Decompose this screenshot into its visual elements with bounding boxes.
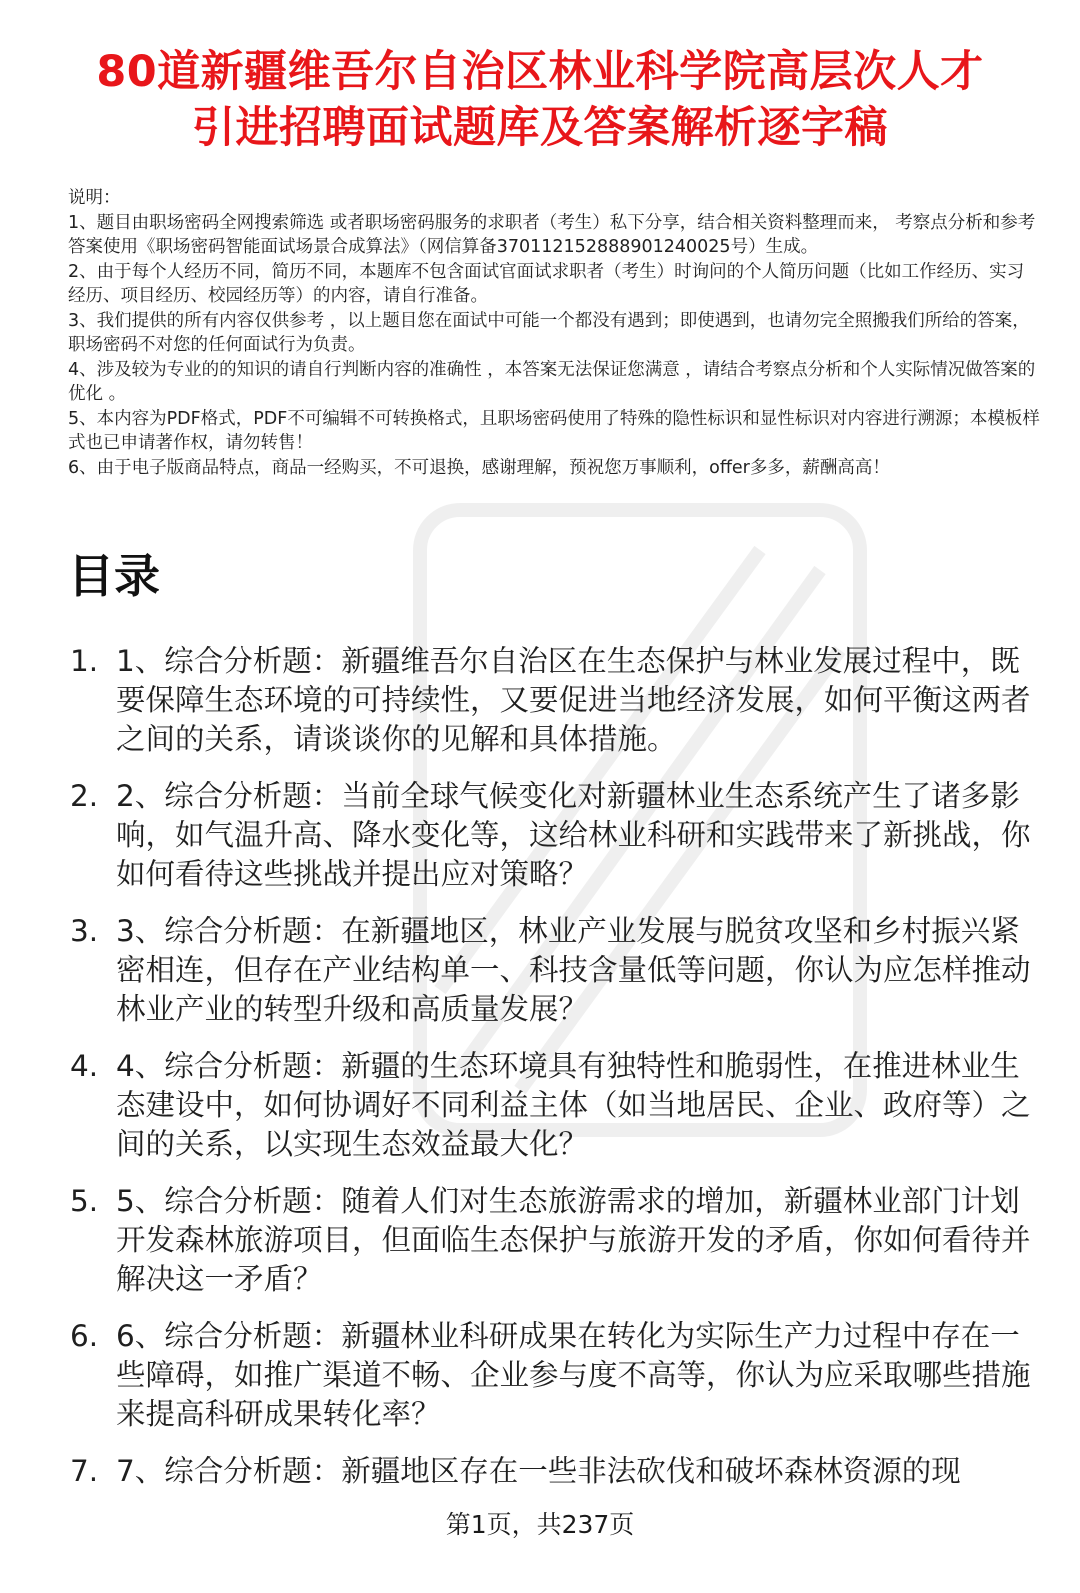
toc-item-text: 5、综合分析题：随着人们对生态旅游需求的增加，新疆林业部门计划开发森林旅游项目，但面临生态保护与旅游开发的矛盾，你如何看待并解决这一矛盾？ xyxy=(116,1184,1031,1296)
instruction-item: 3、我们提供的所有内容仅供参考 ，以上题目您在面试中可能一个都没有遇到；即使遇到，也请勿完全照搬我们所给的答案，职场密码不对您的任何面试行为负责。 xyxy=(68,310,1030,355)
table-of-contents xyxy=(70,642,1045,1509)
instructions-heading: 说明： xyxy=(68,188,121,208)
toc-item[interactable] xyxy=(70,642,1045,759)
toc-item[interactable] xyxy=(70,1452,1045,1491)
instruction-item: 4、涉及较为专业的的知识的请自行判断内容的准确性 ，本答案无法保证您满意 ，请结合考察点分析和个人实际情况做答案的优化 。 xyxy=(68,359,1036,404)
toc-item-text: 1、综合分析题：新疆维吾尔自治区在生态保护与林业发展过程中，既要保障生态环境的可持续性，又要促进当地经济发展，如何平衡这两者之间的关系，请谈谈你的见解和具体措施。 xyxy=(116,644,1031,756)
toc-item-number: 6. xyxy=(70,1319,99,1353)
document-title-line-2: 引进招聘面试题库及答案解析逐字稿 xyxy=(192,103,888,153)
toc-item[interactable] xyxy=(70,912,1045,1029)
toc-item-text: 2、综合分析题：当前全球气候变化对新疆林业生态系统产生了诸多影响，如气温升高、降水变化等，这给林业科研和实践带来了新挑战，你如何看待这些挑战并提出应对策略？ xyxy=(116,779,1031,891)
toc-item-number: 7. xyxy=(70,1454,99,1488)
toc-item[interactable] xyxy=(70,1317,1045,1434)
toc-item-text: 4、综合分析题：新疆的生态环境具有独特性和脆弱性，在推进林业生态建设中，如何协调好不同利益主体（如当地居民、企业、政府等）之间的关系，以实现生态效益最大化？ xyxy=(116,1049,1031,1161)
toc-item-text: 7、综合分析题：新疆地区存在一些非法砍伐和破坏森林资源的现 xyxy=(116,1454,961,1488)
document-title-line-1: 80道新疆维吾尔自治区林业科学院高层次人才 xyxy=(96,47,984,97)
instruction-item: 2、由于每个人经历不同，简历不同，本题库不包含面试官面试求职者（考生）时询问的个人简历问题（比如工作经历、实习经历、项目经历、校园经历等）的内容，请自行准备。 xyxy=(68,261,1025,306)
toc-item-number: 2. xyxy=(70,779,99,813)
toc-item-number: 1. xyxy=(70,644,99,678)
toc-heading: 目录 xyxy=(68,549,160,603)
instruction-item: 1、题目由职场密码全网搜索筛选 或者职场密码服务的求职者（考生）私下分享，结合相关资料整理而来， 考察点分析和参考答案使用《职场密码智能面试场景合成算法》（网信算备370112152888901240025号）生成。 xyxy=(68,212,1036,257)
toc-item-number: 3. xyxy=(70,914,99,948)
toc-item[interactable] xyxy=(70,777,1045,894)
toc-item-number: 5. xyxy=(70,1184,99,1218)
page-number: 第1页，共237页 xyxy=(0,1508,1080,1542)
toc-item[interactable] xyxy=(70,1182,1045,1299)
instruction-item: 5、本内容为PDF格式，PDF不可编辑不可转换格式，且职场密码使用了特殊的隐性标识和显性标识对内容进行溯源；本模板样式也已申请著作权，请勿转售！ xyxy=(68,408,1040,453)
instruction-item: 6、由于电子版商品特点，商品一经购买，不可退换，感谢理解，预祝您万事顺利，offer多多，薪酬高高！ xyxy=(68,457,890,478)
document-title xyxy=(40,44,1040,156)
toc-item-number: 4. xyxy=(70,1049,99,1083)
toc-item[interactable] xyxy=(70,1047,1045,1164)
toc-item-text: 6、综合分析题：新疆林业科研成果在转化为实际生产力过程中存在一些障碍，如推广渠道不畅、企业参与度不高等，你认为应采取哪些措施来提高科研成果转化率？ xyxy=(116,1319,1031,1431)
instructions-block xyxy=(68,186,1040,480)
toc-item-text: 3、综合分析题：在新疆地区，林业产业发展与脱贫攻坚和乡村振兴紧密相连，但存在产业结构单一、科技含量低等问题，你认为应怎样推动林业产业的转型升级和高质量发展？ xyxy=(116,914,1031,1026)
